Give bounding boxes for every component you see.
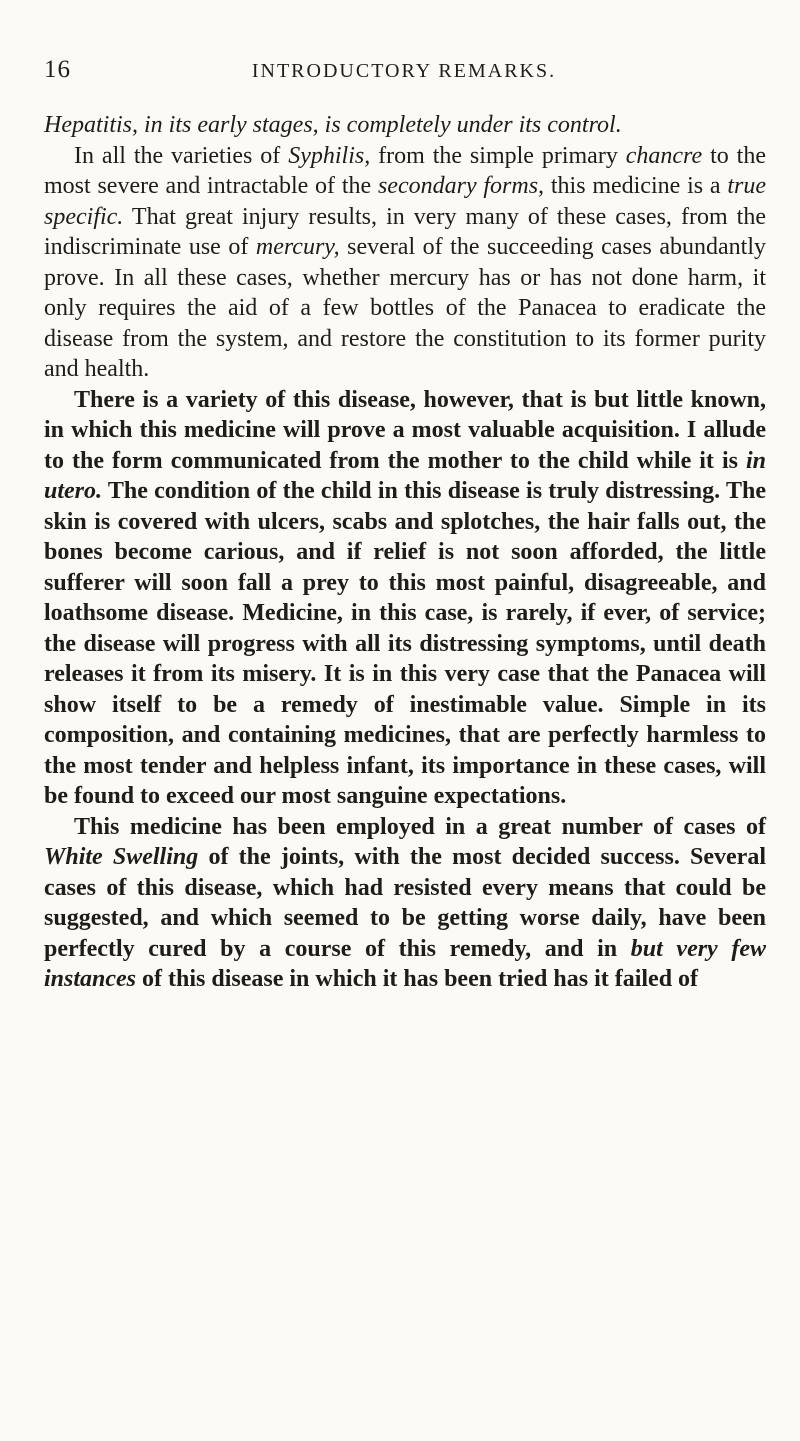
text-run: This medicine has been employed in a great number of cases of (74, 813, 766, 840)
text-run: of this disease in which it has been tried has it failed of (136, 966, 699, 992)
italic-text: true specific. (44, 173, 766, 230)
page-number: 16 (44, 56, 71, 83)
paragraph (44, 812, 766, 995)
body-text (44, 110, 766, 995)
italic-text: secondary forms, (377, 173, 545, 199)
text-run: to the most severe and intractable of the (44, 142, 766, 199)
italic-text: chancre (625, 142, 703, 169)
italic-text: Syphilis, (288, 142, 371, 169)
italic-text: mercury, (255, 234, 340, 260)
text-run: from the simple primary (370, 142, 626, 169)
italic-text: but very few instances (44, 935, 766, 992)
text-run: The condition of the child in this disease is truly distressing. The skin is covered with ulcers, scabs and splotches, the hair falls out, the bones become carious, and if relief is not soon afforded, the little sufferer will soon fall a prey to this most painful, disagreeable, and loathsome disease. Medicine, in this case, is rarely, if ever, of service; the disease will progress with all its distressing symptoms, until death releases it from its misery. It is in this very case that the Panacea will show itself to be a remedy of inestimable value. Simple in its composition, and containing medicines, that are perfectly harmless to the most tender and helpless infant, its importance in these cases, will be found to exceed our most sanguine expectations. (44, 478, 766, 809)
text-run: That great injury results, in very many of these cases, from the indiscriminate use of (44, 203, 766, 260)
text-run: of the joints, with the most decided success. Several cases of this disease, which had resisted every means that could be suggested, and which seemed to be getting worse daily, have been perfectly cured by a course of this remedy, and in (44, 844, 766, 962)
italic-text: in utero. (44, 447, 766, 504)
running-head (44, 56, 764, 86)
text-run: several of the succeeding cases abundantly prove. In all these cases, whether mercury has or has not done harm, it only requires the aid of a few bottles of the Panacea to eradicate the disease from the system, and restore the constitution to its former purity and health. (44, 234, 766, 382)
running-title: INTRODUCTORY REMARKS. (251, 60, 557, 82)
text-run: In all the varieties of (74, 142, 289, 169)
paragraph (44, 110, 766, 141)
text-run: There is a variety of this disease, however, that is but little known, in which this medicine will prove a most valuable acquisition. I allude to the form communicated from the mother to the child while it is (44, 386, 766, 474)
paragraph (44, 141, 766, 385)
paragraph (44, 385, 766, 812)
italic-text: Hepatitis, in its early stages, is completely under its control. (44, 112, 622, 138)
italic-text: White Swelling (44, 844, 199, 870)
text-run: this medicine is a (544, 173, 728, 199)
